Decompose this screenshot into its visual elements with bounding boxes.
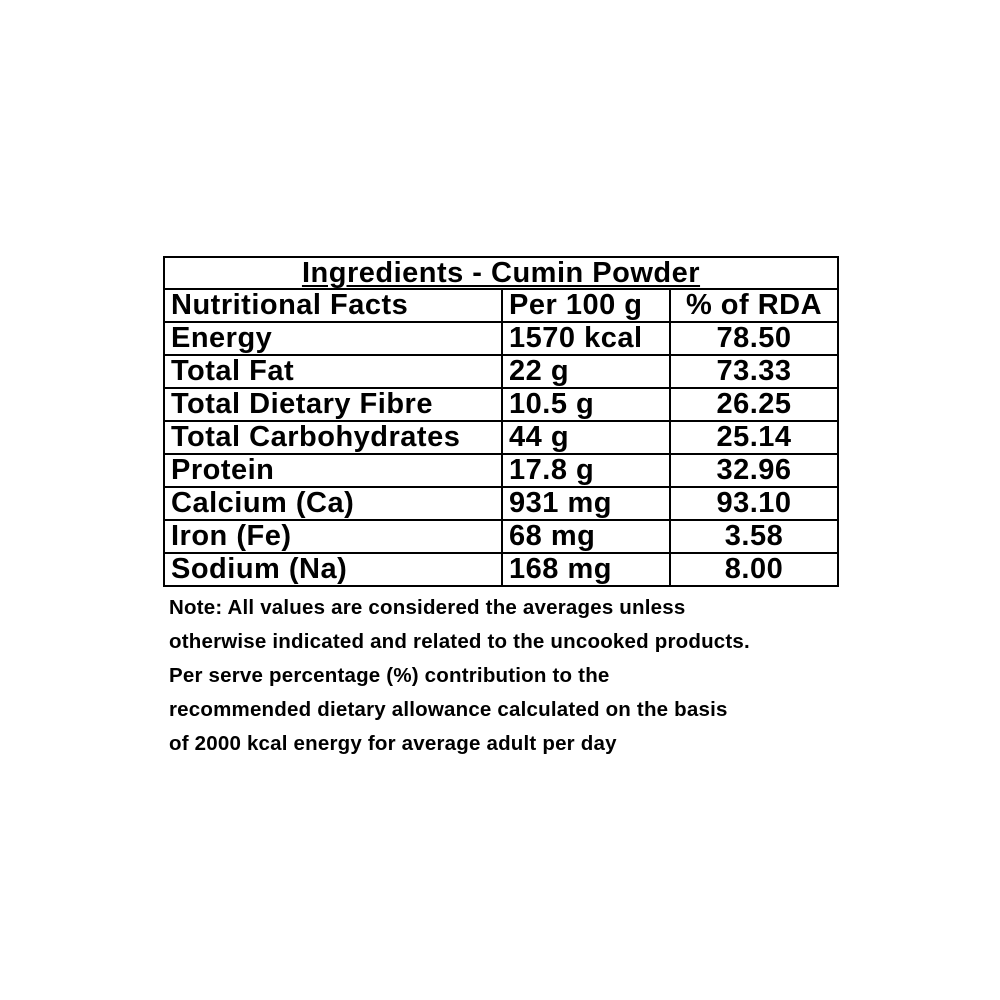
nutrient-name: Calcium (Ca)	[164, 487, 502, 520]
nutrient-amount: 22 g	[502, 355, 670, 388]
nutrient-rda: 78.50	[670, 322, 838, 355]
column-header-nutritional-facts: Nutritional Facts	[164, 289, 502, 322]
footnote-line: otherwise indicated and related to the uncooked products.	[169, 630, 750, 653]
nutrient-name: Total Carbohydrates	[164, 421, 502, 454]
nutrient-name: Protein	[164, 454, 502, 487]
nutrient-amount: 10.5 g	[502, 388, 670, 421]
table-title: Ingredients - Cumin Powder	[164, 257, 838, 289]
nutrient-rda: 93.10	[670, 487, 838, 520]
nutrient-name: Total Dietary Fibre	[164, 388, 502, 421]
nutrient-rda: 3.58	[670, 520, 838, 553]
nutrient-amount: 168 mg	[502, 553, 670, 586]
nutrient-amount: 17.8 g	[502, 454, 670, 487]
table-row	[164, 388, 838, 421]
nutrient-rda: 73.33	[670, 355, 838, 388]
nutrition-label	[163, 256, 837, 761]
nutrition-table	[163, 256, 839, 587]
column-header-per-100g: Per 100 g	[502, 289, 670, 322]
table-row	[164, 322, 838, 355]
nutrient-name: Sodium (Na)	[164, 553, 502, 586]
nutrient-name: Total Fat	[164, 355, 502, 388]
column-header-rda: % of RDA	[670, 289, 838, 322]
title-row	[164, 257, 838, 289]
table-row	[164, 520, 838, 553]
nutrient-name: Iron (Fe)	[164, 520, 502, 553]
footnote	[163, 591, 837, 761]
nutrient-name: Energy	[164, 322, 502, 355]
nutrient-rda: 8.00	[670, 553, 838, 586]
nutrient-rda: 26.25	[670, 388, 838, 421]
table-row	[164, 421, 838, 454]
footnote-line: Per serve percentage (%) contribution to the	[169, 664, 610, 687]
table-row	[164, 553, 838, 586]
footnote-line: of 2000 kcal energy for average adult per day	[169, 732, 617, 755]
footnote-line: Note: All values are considered the averages unless	[169, 596, 686, 619]
header-row	[164, 289, 838, 322]
table-row	[164, 355, 838, 388]
footnote-line: recommended dietary allowance calculated on the basis	[169, 698, 728, 721]
table-row	[164, 454, 838, 487]
nutrient-amount: 44 g	[502, 421, 670, 454]
nutrient-amount: 68 mg	[502, 520, 670, 553]
nutrient-rda: 25.14	[670, 421, 838, 454]
nutrient-amount: 1570 kcal	[502, 322, 670, 355]
nutrient-amount: 931 mg	[502, 487, 670, 520]
nutrient-rda: 32.96	[670, 454, 838, 487]
table-row	[164, 487, 838, 520]
